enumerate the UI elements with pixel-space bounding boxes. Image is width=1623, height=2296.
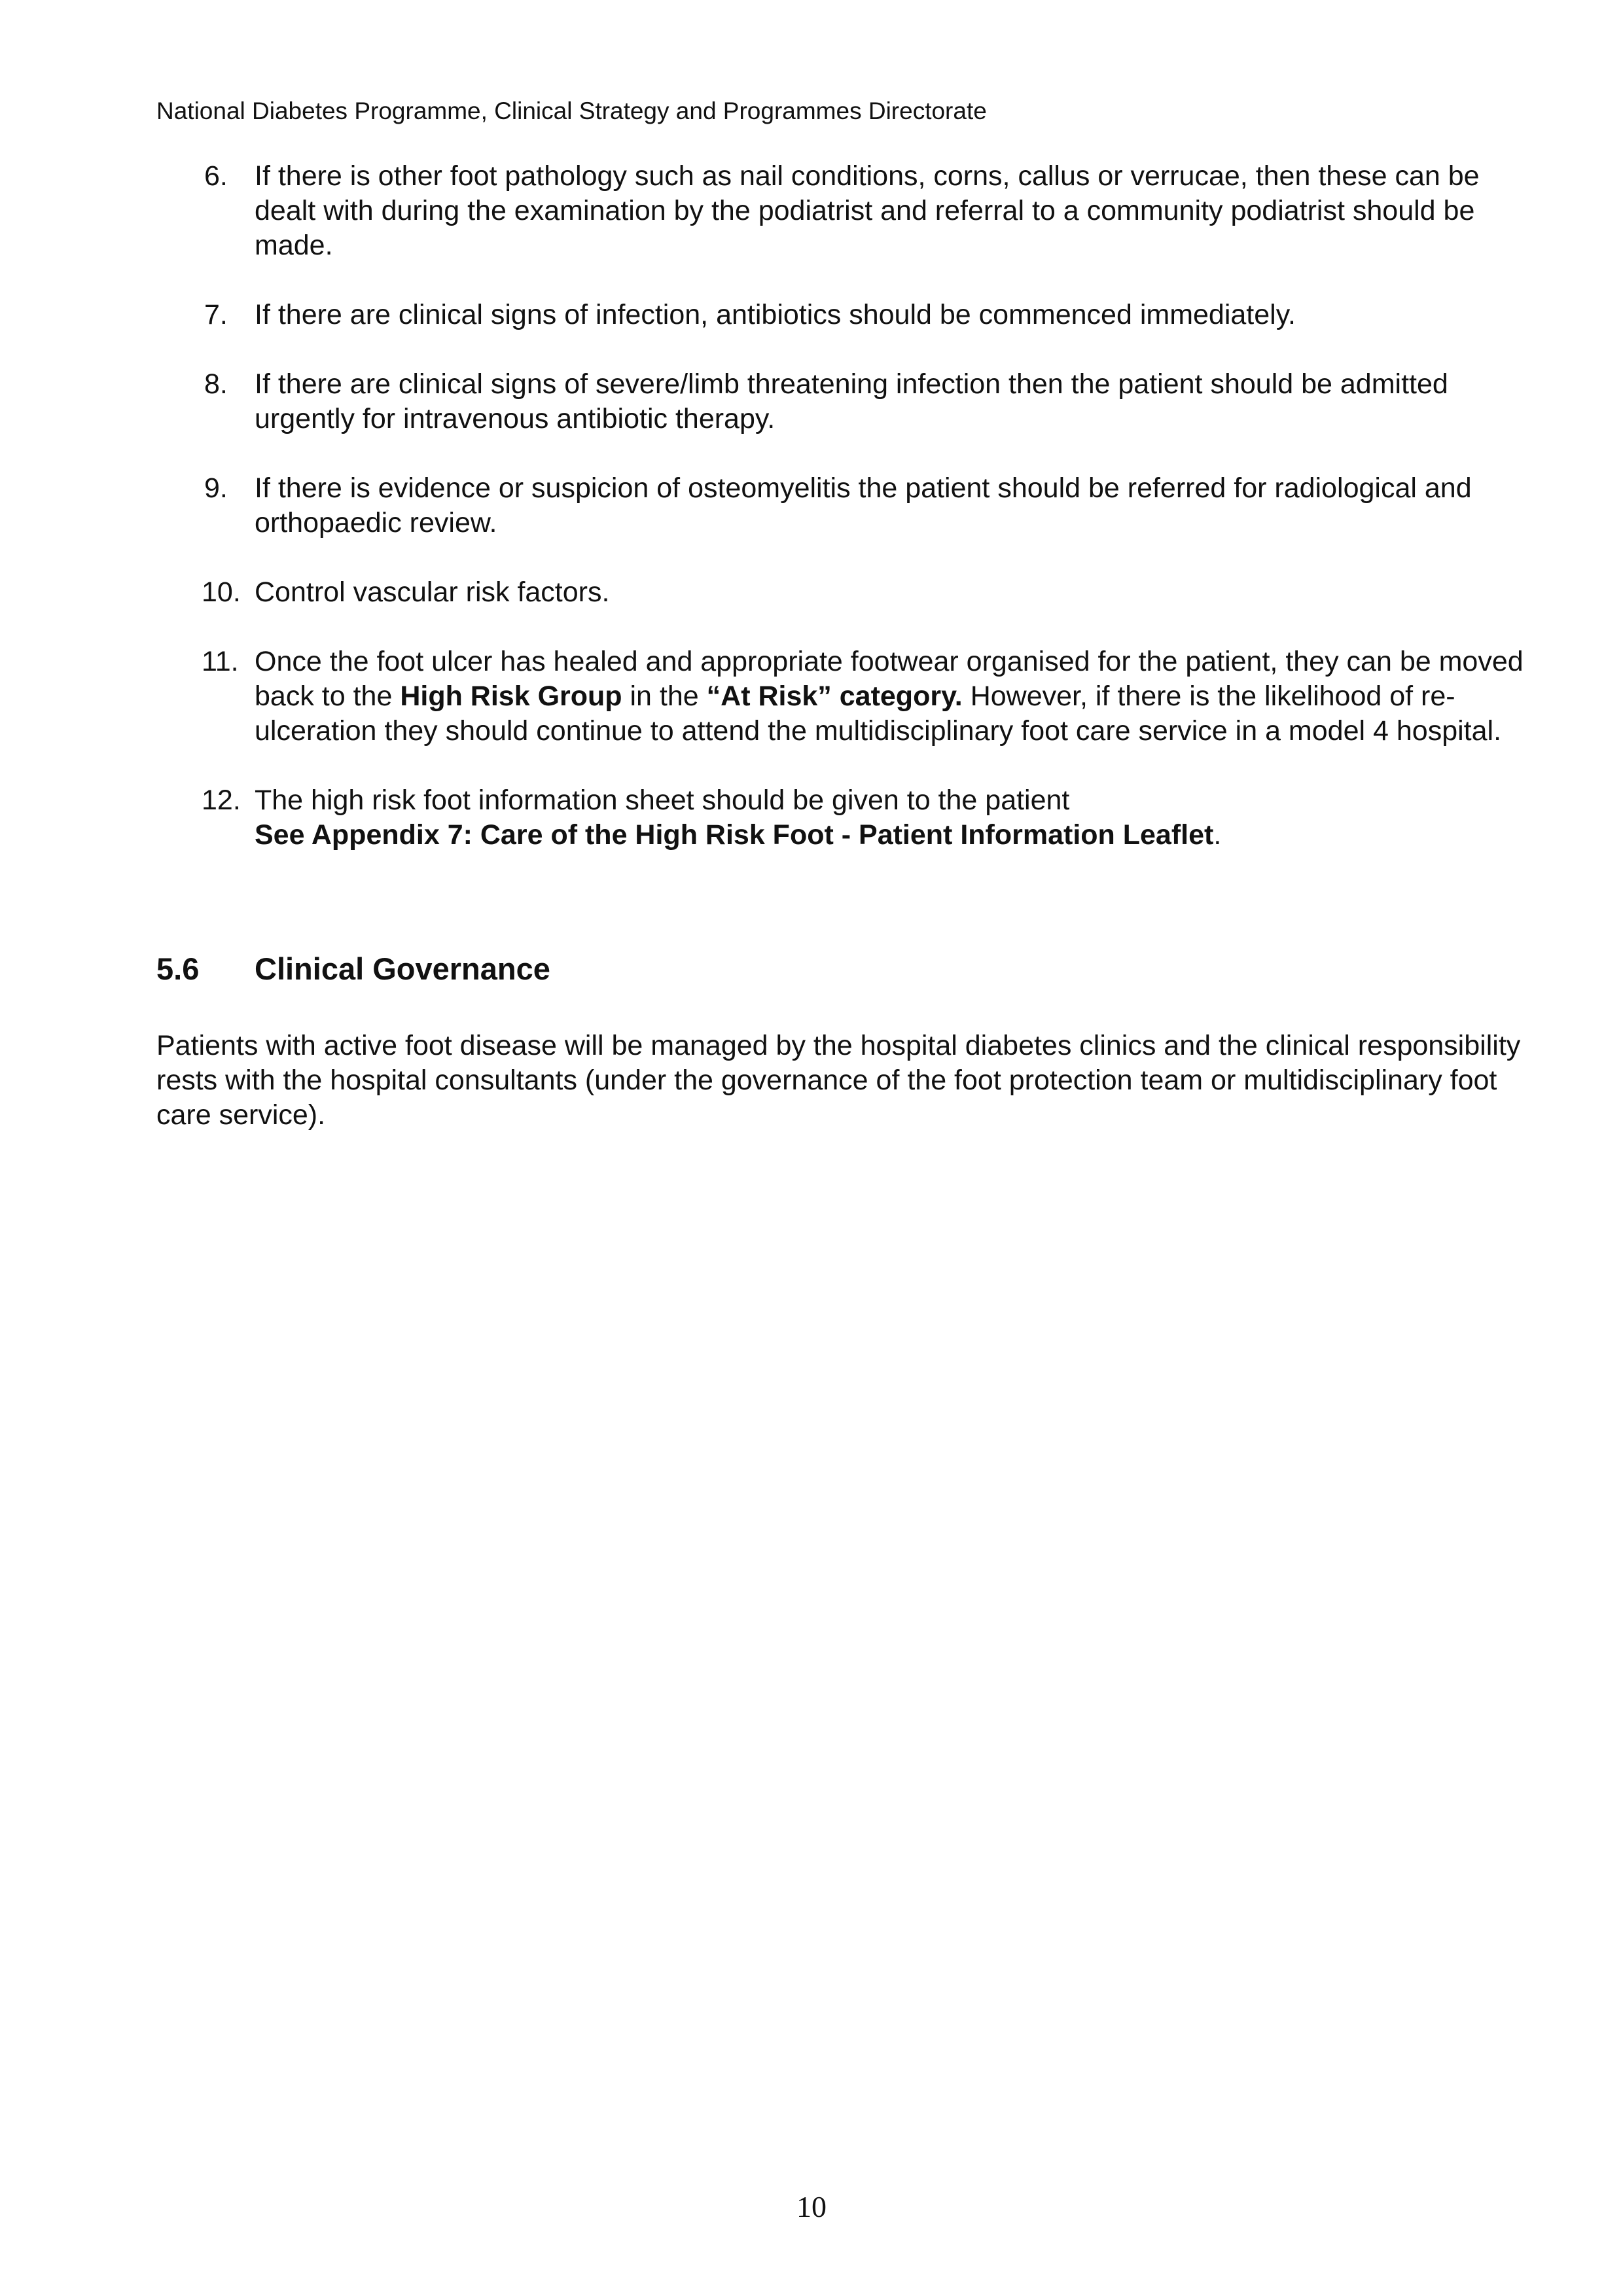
list-item-number: 9.: [204, 472, 228, 504]
list-item-10: [156, 575, 1537, 610]
list-item-number: 7.: [204, 299, 228, 330]
numbered-list: [156, 159, 1537, 887]
list-item-text: If there is evidence or suspicion of osteomyelitis the patient should be referred for radiological and orthopaedic review.: [255, 472, 1472, 539]
page-number: 10: [796, 2190, 827, 2223]
list-item-text-part: The high risk foot information sheet should be given to the patient: [255, 785, 1070, 816]
list-item-8: [156, 367, 1537, 436]
at-risk-category-emphasis: “At Risk” category.: [706, 680, 963, 712]
list-item-11: [156, 645, 1537, 749]
section-heading: [156, 949, 550, 989]
list-item-text: Control vascular risk factors.: [255, 576, 610, 608]
list-item-text: [255, 783, 1537, 853]
section-title: Clinical Governance: [255, 951, 550, 986]
list-item-number: 8.: [204, 368, 228, 400]
list-item-9: [156, 471, 1537, 540]
list-item-12: [156, 783, 1537, 853]
list-item-number: 10.: [202, 576, 241, 608]
list-item-6: [156, 159, 1537, 263]
list-item-text-part: in the: [622, 680, 707, 712]
list-item-7: [156, 298, 1537, 332]
high-risk-group-emphasis: High Risk Group: [400, 680, 622, 712]
list-item-text-part: However, if there is the likelihood of re-ulceration they should continue to attend the multidisciplinary foot care service in a model 4 hospital.: [255, 680, 1502, 747]
list-item-number: 12.: [202, 785, 241, 816]
section-number: 5.6: [156, 951, 200, 986]
section-body-paragraph: Patients with active foot disease will be managed by the hospital diabetes clinics and the clinical responsibility rests with the hospital consultants (under the governance of the foot protection team or multidisciplinary foot care service).: [156, 1030, 1521, 1131]
appendix-reference-title: See Appendix 7: Care of the High Risk Foot - Patient Information Leaflet: [255, 819, 1214, 851]
appendix-reference-suffix: .: [1213, 819, 1222, 851]
list-item-number: 6.: [204, 160, 228, 192]
list-item-number: 11.: [202, 646, 239, 677]
list-item-text: If there are clinical signs of infection, antibiotics should be commenced immediately.: [255, 299, 1296, 330]
list-item-text: If there are clinical signs of severe/limb threatening infection then the patient should be admitted urgently for intravenous antibiotic therapy.: [255, 368, 1448, 434]
list-item-text: [255, 645, 1537, 749]
appendix-reference: [255, 818, 1537, 853]
list-item-text-part: Once the foot ulcer has healed and appropriate footwear organised for the patient, they can be moved back to the: [255, 646, 1524, 712]
running-header: National Diabetes Programme, Clinical Strategy and Programmes Directorate: [156, 97, 987, 124]
list-item-text: If there is other foot pathology such as nail conditions, corns, callus or verrucae, then these can be dealt with during the examination by the podiatrist and referral to a community podiatrist should be made.: [255, 160, 1480, 261]
